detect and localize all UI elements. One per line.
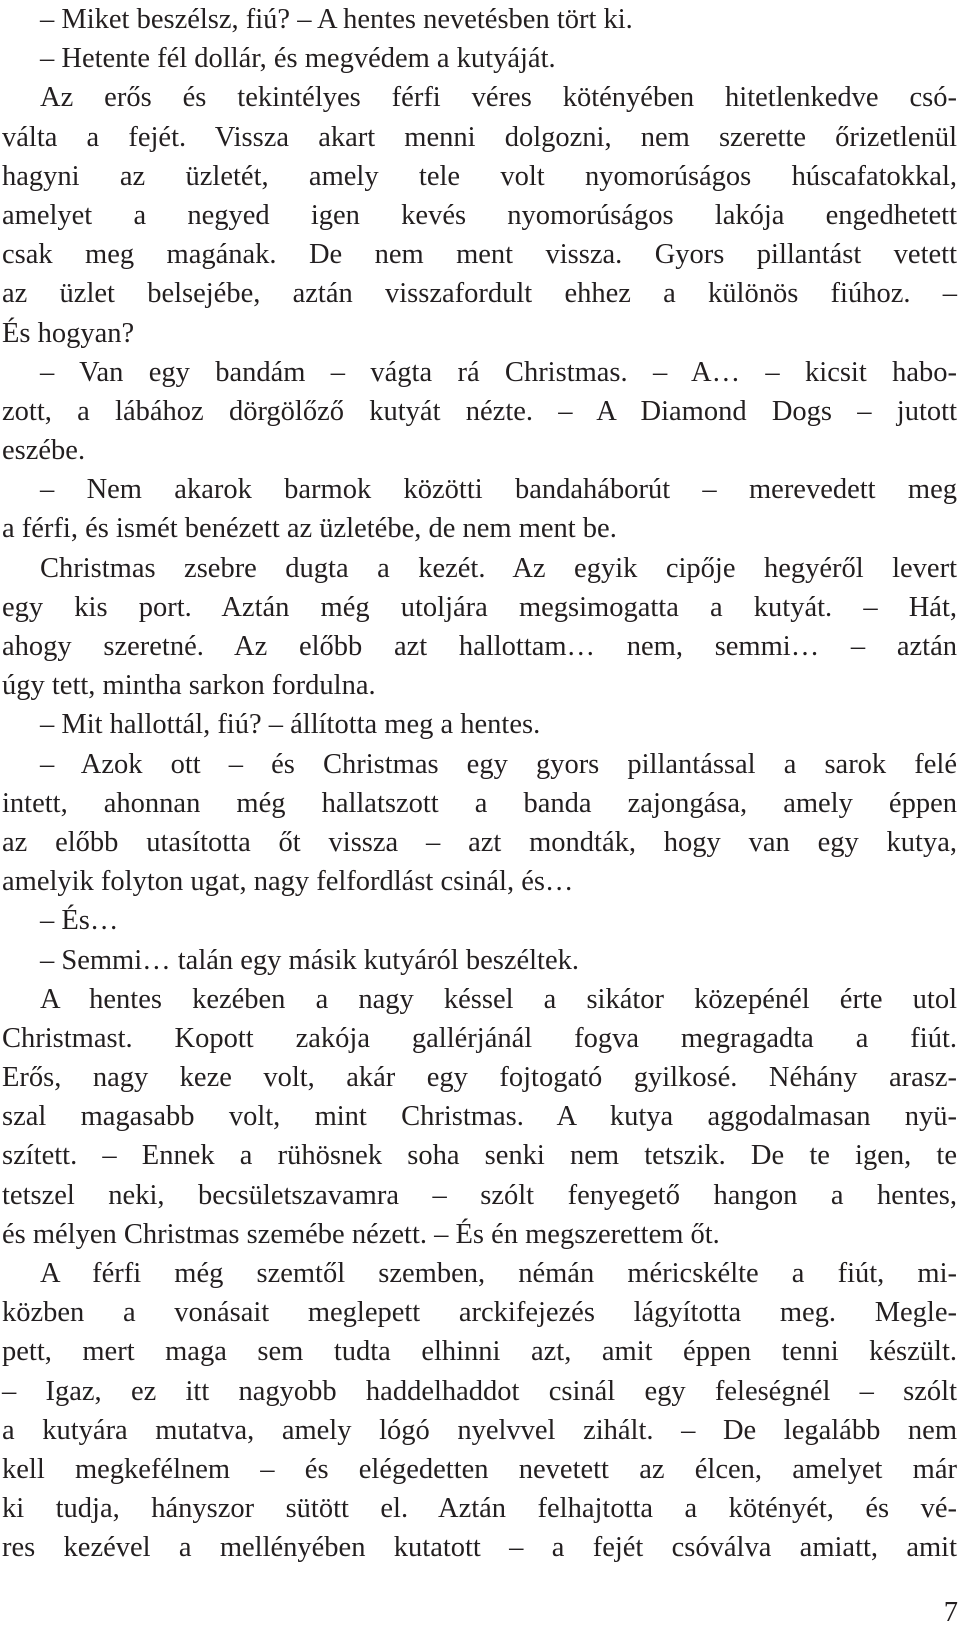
text-line: – És… bbox=[40, 905, 119, 937]
text-line: – Miket beszélsz, fiú? – A hentes nevetésben tört ki. bbox=[40, 4, 633, 35]
text-line: Az erős és tekintélyes férfi véres kötényében hitetlenkedve csó- bbox=[40, 82, 957, 114]
text-line: az előbb utasította őt vissza – azt mondták, hogy van egy kutya, bbox=[2, 826, 957, 858]
text-line: Christmast. Kopott zakója gallérjánál fogva megragadta a fiút. bbox=[2, 1022, 957, 1054]
body-text bbox=[2, 0, 957, 1568]
text-line: A hentes kezében a nagy késsel a sikátor közepénél érte utol bbox=[40, 983, 957, 1015]
page-number: 7 bbox=[943, 1597, 958, 1628]
text-line: pett, mert maga sem tudta elhinni azt, amit éppen tenni készült. bbox=[2, 1336, 957, 1368]
text-line: hagyni az üzletét, amely tele volt nyomorúságos húscafatokkal, bbox=[2, 160, 957, 192]
text-line: – Nem akarok barmok közötti bandaháborút – merevedett meg bbox=[40, 474, 957, 506]
text-line: kell megkefélnem – és elégedetten nevetett az élcen, amelyet már bbox=[2, 1453, 957, 1485]
text-line: – Hetente fél dollár, és megvédem a kutyáját. bbox=[40, 43, 556, 75]
text-line: Erős, nagy keze volt, akár egy fojtogató gyilkosé. Néhány arasz- bbox=[2, 1062, 957, 1094]
text-line: eszébe. bbox=[2, 435, 86, 467]
text-line: szal magasabb volt, mint Christmas. A kutya aggodalmasan nyü- bbox=[2, 1101, 957, 1133]
text-line: és mélyen Christmas szemébe nézett. – És én megszerettem őt. bbox=[2, 1218, 720, 1250]
text-line: intett, ahonnan még hallatszott a banda zajongása, amely éppen bbox=[2, 787, 957, 819]
text-line: res kezével a mellényében kutatott – a fejét csóválva amiatt, amit bbox=[2, 1532, 957, 1564]
text-line: ahogy szeretné. Az előbb azt hallottam… nem, semmi… – aztán bbox=[2, 631, 957, 662]
text-line: – Van egy bandám – vágta rá Christmas. – A… – kicsit habo- bbox=[40, 356, 957, 388]
text-line: Christmas zsebre dugta a kezét. Az egyik cipője hegyéről levert bbox=[40, 552, 957, 584]
text-line: – Semmi… talán egy másik kutyáról beszéltek. bbox=[40, 944, 579, 976]
text-line: ki tudja, hányszor sütött el. Aztán felhajtotta a kötényét, és vé- bbox=[2, 1493, 957, 1525]
text-line: a kutyára mutatva, amely lógó nyelvvel zihált. – De legalább nem bbox=[2, 1414, 957, 1446]
text-line: szített. – Ennek a rühösnek soha senki nem tetszik. De te igen, te bbox=[2, 1140, 957, 1172]
text-line: – Igaz, ez itt nagyobb haddelhaddot csinál egy feleségnél – szólt bbox=[2, 1375, 957, 1407]
text-line: zott, a lábához dörgölőző kutyát nézte. – A Diamond Dogs – jutott bbox=[2, 395, 957, 427]
text-line: amelyik folyton ugat, nagy felfordlást csinál, és… bbox=[2, 866, 574, 898]
text-line: – Mit hallottál, fiú? – állította meg a hentes. bbox=[40, 709, 541, 741]
text-line: – Azok ott – és Christmas egy gyors pillantással a sarok felé bbox=[40, 748, 957, 780]
text-line: A férfi még szemtől szemben, némán méricskélte a fiút, mi- bbox=[40, 1258, 957, 1289]
text-line: És hogyan? bbox=[2, 317, 135, 349]
text-line: az üzlet belsejébe, aztán visszafordult ehhez a különös fiúhoz. – bbox=[2, 278, 957, 310]
text-line: tetszel neki, becsületszavamra – szólt fenyegető hangon a hentes, bbox=[2, 1179, 957, 1211]
text-line: amelyet a negyed igen kevés nyomorúságos lakója engedhetett bbox=[2, 199, 957, 231]
text-line: egy kis port. Aztán még utoljára megsimogatta a kutyát. – Hát, bbox=[2, 591, 957, 623]
text-line: a férfi, és ismét benézett az üzletébe, de nem ment be. bbox=[2, 513, 617, 545]
text-line: úgy tett, mintha sarkon fordulna. bbox=[2, 670, 376, 702]
text-line: csak meg magának. De nem ment vissza. Gyors pillantást vetett bbox=[2, 239, 957, 271]
text-line: közben a vonásait meglepett arckifejezés lágyította meg. Megle- bbox=[2, 1297, 957, 1329]
text-line: válta a fejét. Vissza akart menni dolgozni, nem szerette őrizetlenül bbox=[2, 121, 957, 153]
